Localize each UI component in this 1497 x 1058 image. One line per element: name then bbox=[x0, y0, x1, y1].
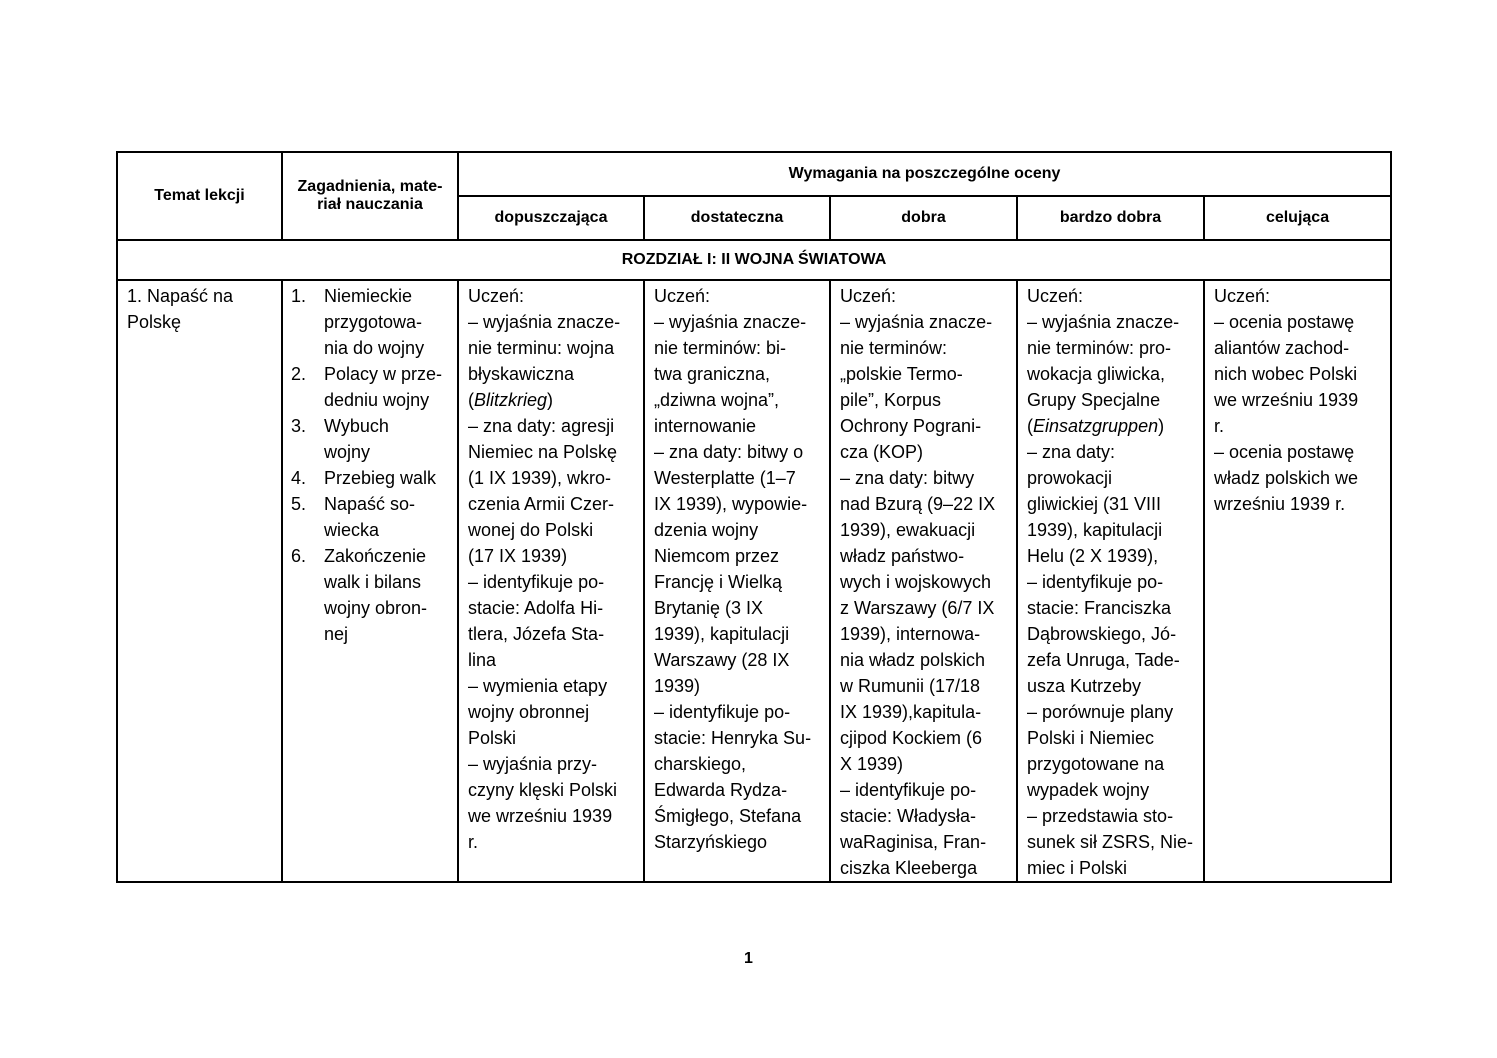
page-number: 1 bbox=[744, 950, 753, 967]
material-cell bbox=[282, 280, 458, 882]
requirements-dopuszczajaca: Uczeń: – wyjaśnia znacze- nie terminu: wojna błyskawiczna (Blitzkrieg) – zna daty: agresji Niemiec na Polskę (1 IX 1939), wkro- czenia Armii Czer- wonej do Polski (17 IX 1939) – identyfikuje po- stacie: Adolfa Hi- tlera, Józefa Sta- lina – wymienia etapy wojny obronnej Polski – wyjaśnia przy- czyny klęski Polski we wrześniu 1939 r. bbox=[468, 286, 621, 852]
list-item: 6. Zakończenie walk i bilans wojny obron- nej bbox=[291, 546, 428, 644]
topic-text: 1. Napaść na Polskę bbox=[127, 286, 234, 332]
requirements-dostateczna: Uczeń: – wyjaśnia znacze- nie terminów: bi- twa graniczna, „dziwna wojna”, internowanie – zna daty: bitwy o Westerplatte (1–7 IX 1939), wypowie- dzenia wojny Niemcom przez Francję i Wielką Brytanię (3 IX 1939), kapitulacji Warszawy (28 IX 1939) – identyfikuje po- stacie: Henryka Su- charskiego, Edwarda Rydza- Śmigłego, Stefana Starzyńskiego bbox=[654, 286, 812, 852]
header-grade-celujaca: celująca bbox=[1204, 196, 1391, 240]
material-list bbox=[283, 281, 457, 647]
header-topic: Temat lekcji bbox=[117, 152, 282, 240]
grade-cell-dostateczna bbox=[644, 280, 830, 882]
header-grade-dobra: dobra bbox=[830, 196, 1017, 240]
grade-cell-bardzo-dobra bbox=[1017, 280, 1204, 882]
header-grade-dostateczna: dostateczna bbox=[644, 196, 830, 240]
topic-cell bbox=[117, 280, 282, 882]
header-grade-dopuszczajaca: dopuszczająca bbox=[458, 196, 644, 240]
curriculum-table bbox=[116, 151, 1392, 883]
requirements-bardzo-dobra: Uczeń: – wyjaśnia znacze- nie terminów: pro- wokacja gliwicka, Grupy Specjalne (Einsatzgruppen) – zna daty: prowokacji gliwickiej (31 VIII 1939), kapitulacji Helu (2 X 1939), – identyfikuje po- stacie: Franciszka Dąbrowskiego, Jó- zefa Unruga, Tade- usza Kutrzeby – porównuje plany Polski i Niemiec przygotowane na wypadek wojny – przedstawia sto- sunek sił ZSRS, Nie- miec i Polski bbox=[1027, 286, 1194, 878]
list-item: 3. Wybuch wojny bbox=[291, 416, 389, 462]
table-row bbox=[117, 280, 1391, 882]
list-item: 4. Przebieg walk bbox=[291, 468, 437, 488]
list-item: 2. Polacy w prze- dedniu wojny bbox=[291, 364, 443, 410]
list-item: 5. Napaść so- wiecka bbox=[291, 494, 416, 540]
chapter-title: ROZDZIAŁ I: II WOJNA ŚWIATOWA bbox=[117, 240, 1391, 280]
grade-cell-celujaca bbox=[1204, 280, 1391, 882]
grade-cell-dobra bbox=[830, 280, 1017, 882]
grade-cell-dopuszczajaca bbox=[458, 280, 644, 882]
header-requirements: Wymagania na poszczególne oceny bbox=[458, 152, 1391, 196]
header-material: Zagadnienia, mate- riał nauczania bbox=[282, 152, 458, 240]
requirements-dobra: Uczeń: – wyjaśnia znacze- nie terminów: „polskie Termo- pile”, Korpus Ochrony Pograni- cza (KOP) – zna daty: bitwy nad Bzurą (9–22 IX 1939), ewakuacji władz państwo- wych i wojskowych z Warszawy (6/7 IX 1939), internowa- nia władz polskich w Rumunii (17/18 IX 1939),kapitula- cjipod Kockiem (6 X 1939) – identyfikuje po- stacie: Władysła- waRaginisa, Fran- ciszka Kleeberga bbox=[840, 286, 996, 878]
list-item: 1. Niemieckie przygotowa- nia do wojny bbox=[291, 286, 425, 358]
header-grade-bardzo-dobra: bardzo dobra bbox=[1017, 196, 1204, 240]
requirements-celujaca: Uczeń: – ocenia postawę aliantów zachod- nich wobec Polski we wrześniu 1939 r. – ocenia postawę władz polskich we wrześniu 1939 r. bbox=[1214, 286, 1359, 514]
